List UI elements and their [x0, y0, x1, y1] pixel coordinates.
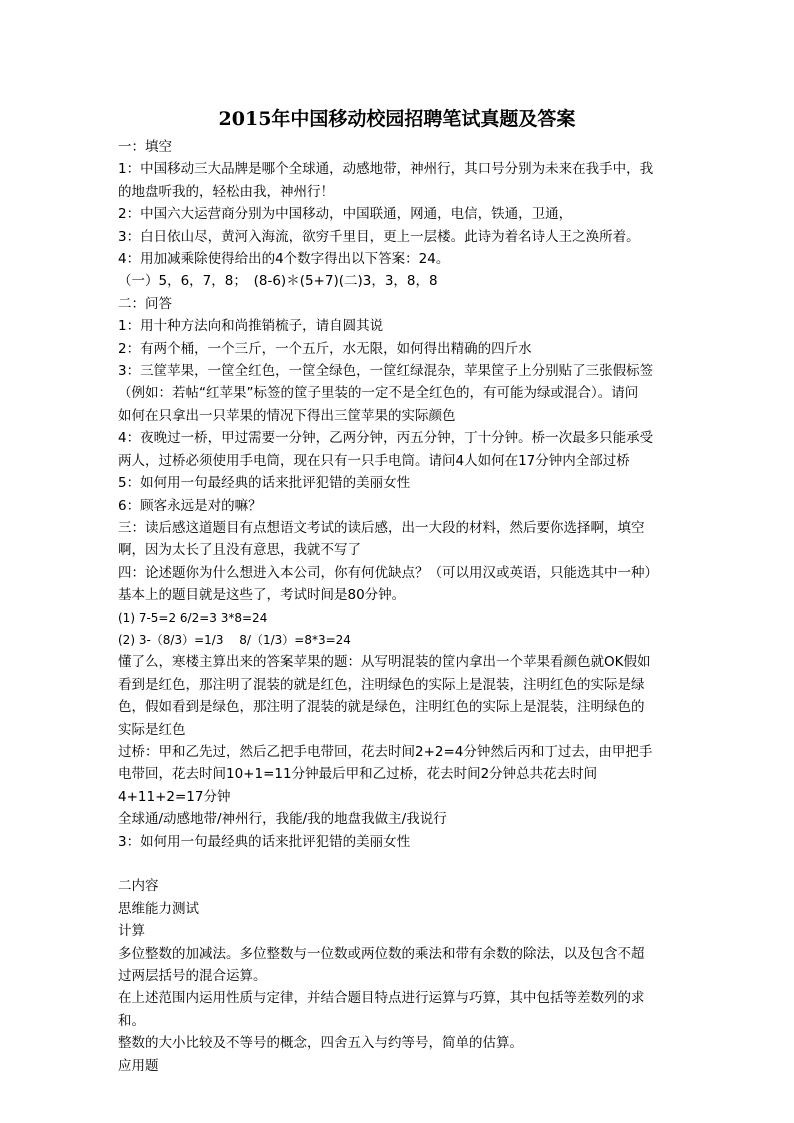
text-line: 二内容 — [118, 878, 159, 895]
document-title: 2015年中国移动校园招聘笔试真题及答案 — [218, 108, 576, 130]
blank-line — [118, 853, 678, 875]
text-line: 整数的大小比较及不等号的概念，四舍五入与约等号，简单的估算。 — [118, 1035, 523, 1052]
text-line: 1：中国移动三大品牌是哪个全球通，动感地带，神州行，其口号分别为未来在我手中，我 — [118, 161, 654, 178]
text-line: 在上述范围内运用性质与定律，并结合题目特点进行运算与巧算，其中包括等差数列的求 — [118, 990, 645, 1007]
text-line: 实际是红色 — [118, 721, 186, 738]
text-line: (1) 7-5=2 6/2=3 3*8=24 — [118, 610, 268, 625]
text-line: 过两层括号的混合运算。 — [118, 968, 267, 985]
document-body — [118, 136, 678, 1077]
text-line: 如何在只拿出一只苹果的情况下得出三筐苹果的实际颜色 — [118, 407, 456, 424]
text-line: 三：读后感这道题目有点想语文考试的读后感，出一大段的材料，然后要你选择啊，填空 — [118, 519, 645, 536]
text-line: 思维能力测试 — [118, 900, 199, 917]
text-line: （例如：若帖“红苹果”标签的筐子里装的一定不是全红色的，有可能为绿或混合）。请问 — [118, 385, 639, 402]
text-line: 2：有两个桶，一个三斤，一个五斤，水无限，如何得出精确的四斤水 — [118, 340, 532, 357]
text-line: 4+11+2=17分钟 — [118, 788, 231, 805]
text-line: 多位整数的加减法。多位整数与一位数或两位数的乘法和带有余数的除法，以及包含不超 — [118, 945, 645, 962]
text-line: 5：如何用一句最经典的话来批评犯错的美丽女性 — [118, 475, 411, 492]
text-line: 4：用加减乘除使得给出的4个数字得出以下答案：24。 — [118, 251, 450, 268]
text-line: 2：中国六大运营商分别为中国移动，中国联通，网通，电信，铁通，卫通， — [118, 206, 573, 223]
text-line: (2) 3-（8/3）=1/3 8/（1/3）=8*3=24 — [118, 632, 351, 647]
text-line: 过桥：甲和乙先过，然后乙把手电带回，花去时间2+2=4分钟然后丙和丁过去，由甲把手 — [118, 743, 653, 760]
text-line: 色，假如看到是绿色，那注明了混装的就是绿色，注明红色的实际上是混装，注明绿色的 — [118, 699, 645, 716]
text-line: 6：顾客永远是对的嘛？ — [118, 497, 262, 514]
text-line: 懂了么，寒楼主算出来的答案苹果的题：从写明混装的筐内拿出一个苹果看颜色就OK假如 — [118, 654, 651, 671]
text-line: 3：白日依山尽，黄河入海流，欲穷千里目，更上一层楼。此诗为着名诗人王之涣所着。 — [118, 228, 640, 245]
text-line: 3：如何用一句最经典的话来批评犯错的美丽女性 — [118, 833, 411, 850]
text-line: 全球通/动感地带/神州行，我能/我的地盘我做主/我说行 — [118, 811, 447, 828]
text-line: 一：填空 — [118, 139, 172, 155]
text-line: 二：问答 — [118, 295, 172, 312]
text-line: 啊，因为太长了且没有意思，我就不写了 — [118, 542, 361, 559]
text-line: 的地盘听我的，轻松由我，神州行！ — [118, 183, 334, 200]
text-line: 两人，过桥必须使用手电筒，现在只有一只手电筒。请问4人如何在17分钟内全部过桥 — [118, 452, 630, 469]
text-line: 和。 — [118, 1012, 145, 1029]
text-line: 1：用十种方法向和尚推销梳子，请自圆其说 — [118, 318, 384, 335]
text-line: 四：论述题你为什么想进入本公司，你有何优缺点？（可以用汉或英语，只能选其中一种） — [118, 564, 658, 581]
text-line: 计算 — [118, 923, 145, 940]
text-line: （一）5，6，7，8； (8-6)＊(5+7)(二)3，3，8，8 — [118, 273, 438, 290]
text-line: 电带回，花去时间10+1=11分钟最后甲和乙过桥，花去时间2分钟总共花去时间 — [118, 766, 598, 783]
text-line: 看到是红色，那注明了混装的就是红色，注明绿色的实际上是混装，注明红色的实际是绿 — [118, 676, 645, 693]
text-line: 3：三筐苹果，一筐全红色，一筐全绿色，一筐红绿混杂，苹果筐子上分别贴了三张假标签 — [118, 363, 654, 380]
text-line: 4：夜晚过一桥，甲过需要一分钟，乙两分钟，丙五分钟，丁十分钟。桥一次最多只能承受 — [118, 430, 654, 447]
text-line: 应用题 — [118, 1057, 159, 1074]
text-line: 基本上的题目就是这些了，考试时间是80分钟。 — [118, 587, 406, 604]
